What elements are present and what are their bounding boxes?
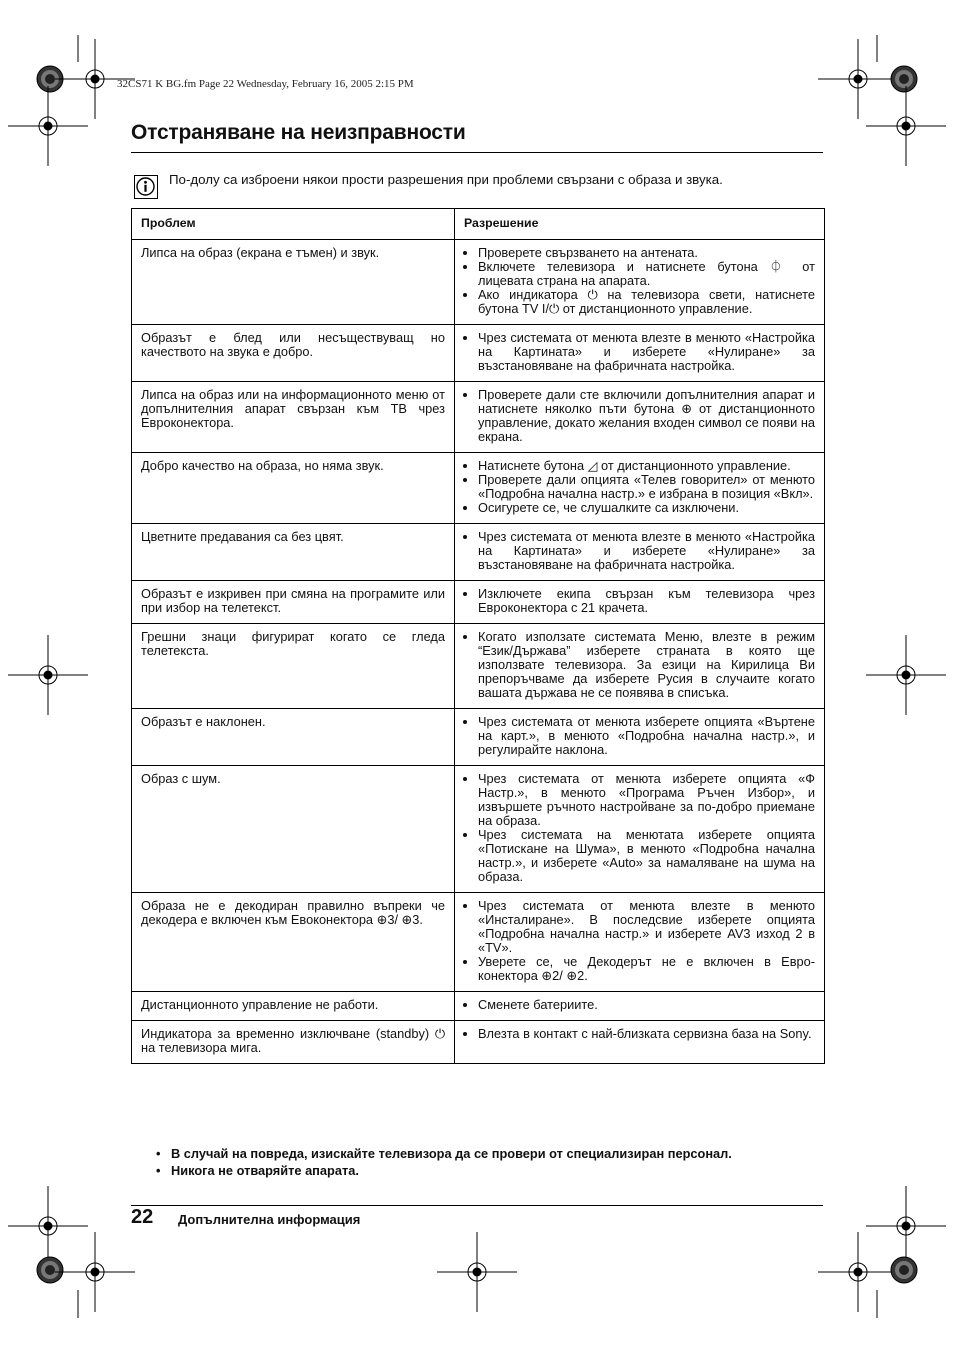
solution-cell [455,1021,825,1064]
table-row [132,709,825,766]
solution-cell [455,624,825,709]
solution-item: • Когато използате системата Меню, влезте в режим “Език/Държава” изберете страната в която ще използвате телевизора. За езици на Кирилица Ви препоръчваме да изберете Русия в случаите когато вашата държава не се появява в списъка. [478,630,815,700]
table-row [132,382,825,453]
solution-cell [455,709,825,766]
problem-cell: Липса на образ (екрана е тъмен) и звук. [132,240,455,325]
table-row [132,624,825,709]
solution-item: • Чрез системата от менюта влезте в менюто «Настройка на Картината» и изберете «Нулиране» за възстановяване на фабричната настройка. [478,530,815,572]
info-icon [134,175,158,199]
problem-cell: Добро качество на образа, но няма звук. [132,453,455,524]
file-header: 32CS71 K BG.fm Page 22 Wednesday, February 16, 2005 2:15 PM [117,78,414,90]
solution-item: • Чрез системата от менюта влезте в менюто «Инсталиране». В последсвие изберете опцията «Подробна начална настр.» и изберете AV3 изход 2 в «TV». [478,899,815,955]
table-row [132,766,825,893]
table-row [132,325,825,382]
table-row [132,524,825,581]
problem-cell: Образ с шум. [132,766,455,893]
solution-item: • Проверете свързването на антената. [478,246,815,260]
page-title: Отстраняване на неизправности [131,121,466,144]
solution-item: • Натиснете бутона ◿ от дистанционното управление. [478,459,815,473]
solution-item: • Чрез системата от менюта изберете опцията «Ф Настр.», в менюто «Програма Ръчен Избор», и извършете ръчното настройване за по-добро приемане на образа. [478,772,815,828]
table-row [132,453,825,524]
column-header-solution: Разрешение [455,209,825,240]
solution-item: • Изключете екипа свързан към телевизора чрез Евроконектора с 21 крачета. [478,587,815,615]
table-row [132,893,825,992]
solution-item: • Уверете се, че Декодерът не е включен в Евро-конектора ⊕2/ ⊕2. [478,955,815,983]
solution-cell [455,766,825,893]
solution-cell [455,524,825,581]
problem-cell: Образът е наклонен. [132,709,455,766]
table-row [132,1021,825,1064]
solution-item: • Влезта в контакт с най-близката сервизна база на Sony. [478,1027,815,1041]
solution-cell [455,453,825,524]
solution-item: • Ако индикатора ⏻ на телевизора свети, натиснете бутона TV I/⏻ от дистанционното управление. [478,288,815,316]
solution-item: • Чрез системата от менюта влезте в менюто «Настройка на Картината» и изберете «Нулиране» за възстановяване на фабричната настройка. [478,331,815,373]
solution-item: • Чрез системата на менютата изберете опцията «Потискане на Шума», в менюто «Подробна начална настр.», и изберете «Auto» за намаляване на шума на образа. [478,828,815,884]
solution-item: • Чрез системата от менюта изберете опцията «Въртене на карт.», в менюто «Подробна начална настр.», и регулирайте наклона. [478,715,815,757]
problem-cell: Образа не е декодиран правилно въпреки че декодера е включен към Евоконектора ⊕3/ ⊕3. [132,893,455,992]
solution-item: • Осигурете се, че слушалките са изключени. [478,501,815,515]
solution-item: • Включете телевизора и натиснете бутона ⏀ от лицевата страна на апарата. [478,260,815,288]
solution-cell [455,325,825,382]
problem-cell: Индикатора за временно изключване (standby) ⏻ на телевизора мига. [132,1021,455,1064]
solution-cell [455,893,825,992]
warning-notes [156,1145,732,1179]
problem-cell: Образът е изкривен при смяна на програмите или при избор на телетекст. [132,581,455,624]
problem-cell: Дистанционното управление не работи. [132,992,455,1021]
problem-cell: Липса на образ или на информационното меню от допълнителния апарат свързан към ТВ чрез Евроконектора. [132,382,455,453]
note-item: • Никога не отваряйте апарата. [156,1162,732,1179]
title-divider [131,152,823,153]
footer-divider [131,1205,823,1206]
table-row [132,240,825,325]
solution-item: • Проверете дали опцията «Телев говорител» от менюто «Подробна начална настр.» е избрана в позиция «Вкл». [478,473,815,501]
problem-cell: Цветните предавания са без цвят. [132,524,455,581]
solution-item: • Проверете дали сте включили допълнителния апарат и натиснете няколко пъти бутона ⊕ от дистанционното управление, докато желания входен символ се появи на екрана. [478,388,815,444]
solution-item: • Сменете батериите. [478,998,815,1012]
table-header-row [132,209,825,240]
problem-cell: Образът е блед или несъществуващ но качеството на звука е добро. [132,325,455,382]
page-number: 22 [131,1206,154,1228]
problem-cell: Грешни знаци фигурират когато се гледа телетекста. [132,624,455,709]
solution-cell [455,992,825,1021]
table-row [132,992,825,1021]
intro-text: По-долу са изброени някои прости разрешения при проблеми свързани с образа и звука. [169,172,723,187]
column-header-problem: Проблем [132,209,455,240]
note-item: • В случай на повреда, изискайте телевизора да се провери от специализиран персонал. [156,1145,732,1162]
solution-cell [455,240,825,325]
section-name: Допълнителна информация [178,1212,361,1227]
troubleshooting-table [131,208,825,1064]
table-row [132,581,825,624]
solution-cell [455,382,825,453]
solution-cell [455,581,825,624]
